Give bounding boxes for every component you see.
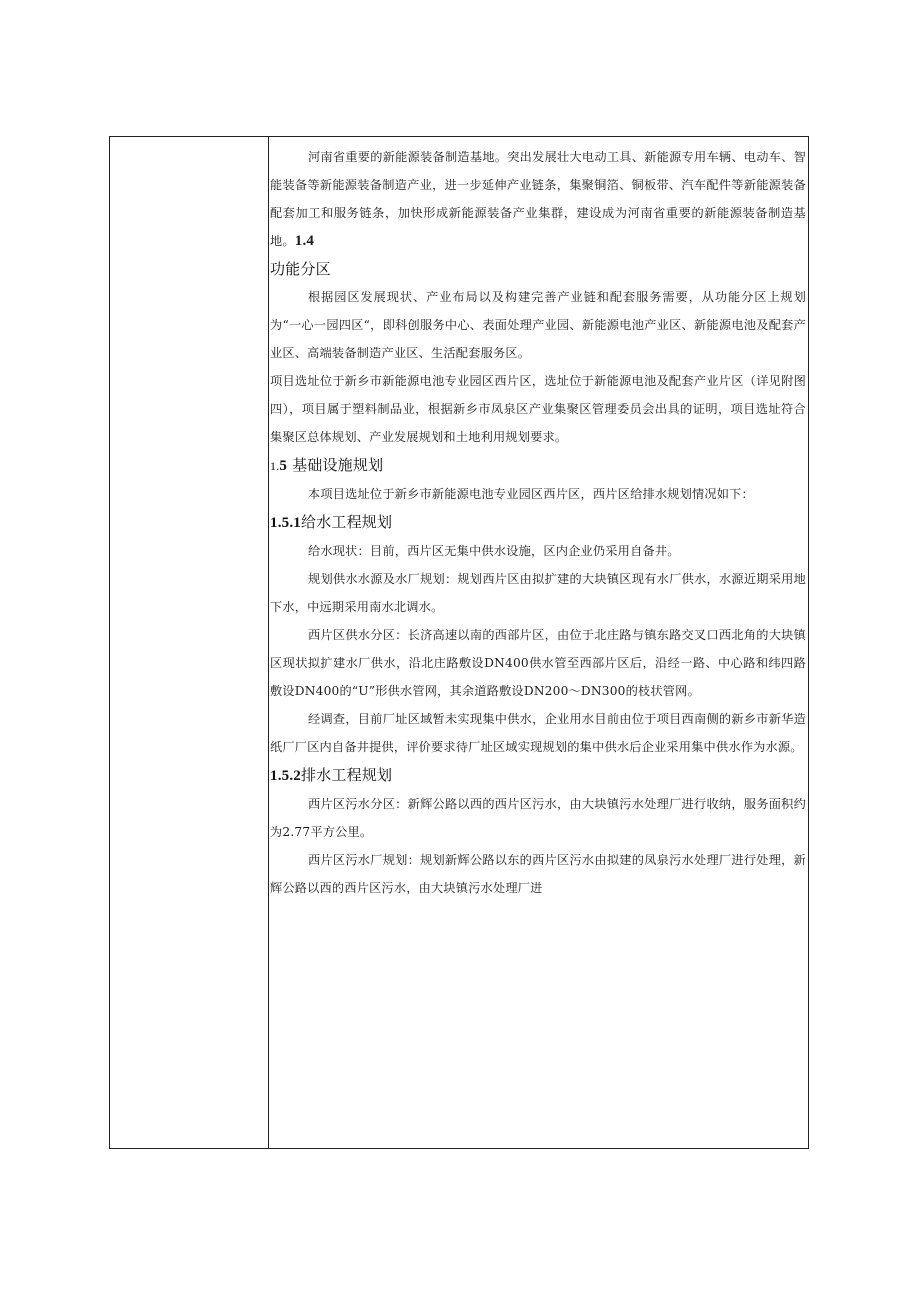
section-number: 1.5.2 — [270, 768, 301, 784]
paragraph-water-source-plan: 规划供水水源及水厂规划：规划西片区由拟扩建的大块镇区现有水厂供水，水源近期采用地下水，中远期采用南水北调水。 — [270, 572, 806, 614]
paragraph-water-status: 给水现状：目前，西片区无集中供水设施，区内企业仍采用自备井。 — [308, 544, 680, 558]
section-heading-1-5-2 — [270, 761, 806, 790]
section-title: 给水工程规划 — [301, 513, 393, 531]
paragraph-sewage-plant-plan: 西片区污水厂规划：规划新辉公路以东的西片区污水由拟建的凤泉污水处理厂进行处理，新辉公路以西的西片区污水，由大块镇污水处理厂进 — [270, 853, 806, 895]
paragraph-drainage-intro: 本项目选址位于新乡市新能源电池专业园区西片区，西片区给排水规划情况如下： — [308, 487, 754, 501]
section-number-prefix: 1. — [270, 459, 280, 473]
section-number: 5 — [279, 458, 288, 474]
paragraph-new-energy-base — [270, 143, 806, 255]
paragraph-sewage-zones: 西片区污水分区：新辉公路以西的西片区污水，由大块镇污水处理厂进行收纳，服务面积约为2.77平方公里。 — [270, 797, 806, 839]
section-title: 功能分区 — [270, 260, 331, 278]
paragraph-survey-findings: 经调查，目前厂址区域暂未实现集中供水，企业用水目前由位于项目西南侧的新乡市新华造纸厂厂区内自备井提供，评价要求待厂址区域实现规划的集中供水后企业采用集中供水作为水源。 — [270, 712, 806, 754]
section-heading-1-4 — [270, 255, 806, 283]
paragraph-site-selection: 项目选址位于新乡市新能源电池专业园区西片区，选址位于新能源电池及配套产业片区（详见附图四），项目属于塑料制品业，根据新乡市凤泉区产业集聚区管理委员会出具的证明，项目选址符合集聚区总体规划、产业发展规划和土地利用规划要求。 — [270, 374, 806, 444]
paragraph-water-supply-zones: 西片区供水分区：长济高速以南的西部片区，由位于北庄路与镇东路交叉口西北角的大块镇区现状拟扩建水厂供水，沿北庄路敷设DN400供水管至西部片区后，沿经一路、中心路和纬四路敷设DN400的“U”形供水管网，其余道路敷设DN200～DN300的枝状管网。 — [270, 628, 806, 698]
section-heading-1-5 — [270, 451, 806, 480]
section-title: 排水工程规划 — [301, 766, 393, 784]
section-number: 1.5.1 — [270, 515, 301, 531]
section-number-1-4: 1.4 — [294, 233, 315, 249]
column-divider — [268, 137, 269, 1148]
section-heading-1-5-1 — [270, 508, 806, 537]
paragraph-text: 河南省重要的新能源装备制造基地。突出发展壮大电动工具、新能源专用车辆、电动车、智能装备等新能源装备制造产业，进一步延伸产业链条，集聚铜箔、铜板带、汽车配件等新能源装备配套加工和服务链条，加快形成新能源装备产业集群，建设成为河南省重要的新能源装备制造基地。 — [270, 150, 806, 248]
paragraph-functional-zones: 根据园区发展现状、产业布局以及构建完善产业链和配套服务需要，从功能分区上规划为“一心一园四区“，即科创服务中心、表面处理产业园、新能源电池产业区、新能源电池及配套产业区、高端装备制造产业区、生活配套服务区。 — [270, 290, 806, 360]
right-cell-content — [270, 143, 806, 902]
content-table — [109, 136, 809, 1149]
section-title: 基础设施规划 — [292, 456, 384, 474]
